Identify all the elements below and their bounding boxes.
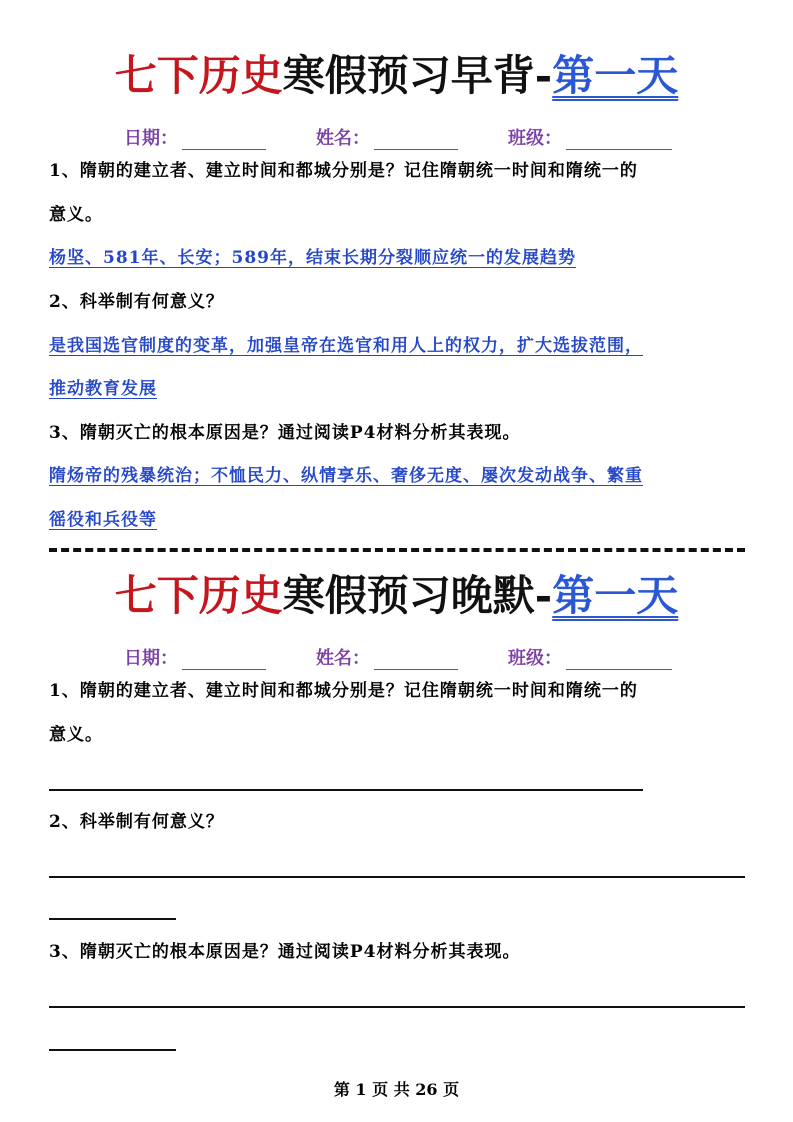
answer-3-cont: 徭役和兵役等 bbox=[49, 510, 157, 530]
class-blank[interactable] bbox=[566, 131, 672, 150]
evening-question-1: 1、隋朝的建立者、建立时间和都城分别是？记住隋朝统一时间和隋统一的 bbox=[49, 681, 638, 701]
morning-class-field[interactable] bbox=[508, 124, 672, 150]
morning-question-3: 3、隋朝灭亡的根本原因是？通过阅读P4材料分析其表现。 bbox=[49, 423, 521, 443]
evening-question-2: 2、科举制有何意义？ bbox=[49, 812, 224, 832]
answer-1: 杨坚、581年、长安；589年，结束长期分裂顺应统一的发展趋势 bbox=[49, 248, 576, 268]
section-divider bbox=[49, 548, 745, 552]
evening-title-subject: 七下历史 bbox=[114, 571, 283, 620]
name-blank[interactable] bbox=[374, 131, 458, 150]
class-label: 班级： bbox=[508, 648, 562, 669]
morning-meta-row bbox=[0, 124, 793, 150]
evening-question-3: 3、隋朝灭亡的根本原因是？通过阅读P4材料分析其表现。 bbox=[49, 942, 521, 962]
morning-name-field[interactable] bbox=[316, 124, 458, 150]
morning-question-1-cont: 意义。 bbox=[49, 205, 103, 225]
morning-question-1: 1、隋朝的建立者、建立时间和都城分别是？记住隋朝统一时间和隋统一的 bbox=[49, 161, 638, 181]
morning-title bbox=[0, 50, 793, 102]
name-label: 姓名： bbox=[316, 648, 370, 669]
evening-title bbox=[0, 570, 793, 622]
morning-date-field[interactable] bbox=[124, 124, 266, 150]
answer-2-cont: 推动教育发展 bbox=[49, 379, 157, 399]
answer-3: 隋炀帝的残暴统治；不恤民力、纵情享乐、奢侈无度、屡次发动战争、繁重 bbox=[49, 466, 643, 486]
date-label: 日期： bbox=[124, 128, 178, 149]
class-blank[interactable] bbox=[566, 651, 672, 670]
morning-title-subject: 七下历史 bbox=[114, 51, 283, 100]
evening-date-field[interactable] bbox=[124, 644, 266, 670]
evening-title-main: 寒假预习晚默- bbox=[282, 571, 553, 620]
answer-line-3-cont[interactable] bbox=[49, 1049, 176, 1051]
evening-name-field[interactable] bbox=[316, 644, 458, 670]
name-label: 姓名： bbox=[316, 128, 370, 149]
evening-title-day: 第一天 bbox=[552, 571, 679, 620]
morning-title-main: 寒假预习早背- bbox=[282, 51, 553, 100]
date-blank[interactable] bbox=[182, 131, 266, 150]
morning-title-day: 第一天 bbox=[552, 51, 679, 100]
class-label: 班级： bbox=[508, 128, 562, 149]
answer-line-2[interactable] bbox=[49, 876, 745, 878]
name-blank[interactable] bbox=[374, 651, 458, 670]
morning-question-2: 2、科举制有何意义？ bbox=[49, 292, 224, 312]
evening-class-field[interactable] bbox=[508, 644, 672, 670]
answer-line-2-cont[interactable] bbox=[49, 918, 176, 920]
evening-meta-row bbox=[0, 644, 793, 670]
date-blank[interactable] bbox=[182, 651, 266, 670]
date-label: 日期： bbox=[124, 648, 178, 669]
answer-line-1[interactable] bbox=[49, 789, 643, 791]
answer-line-3[interactable] bbox=[49, 1006, 745, 1008]
answer-2: 是我国选官制度的变革，加强皇帝在选官和用人上的权力，扩大选拔范围， bbox=[49, 336, 643, 356]
evening-question-1-cont: 意义。 bbox=[49, 725, 103, 745]
page-footer: 第 1 页 共 26 页 bbox=[333, 1080, 460, 1099]
